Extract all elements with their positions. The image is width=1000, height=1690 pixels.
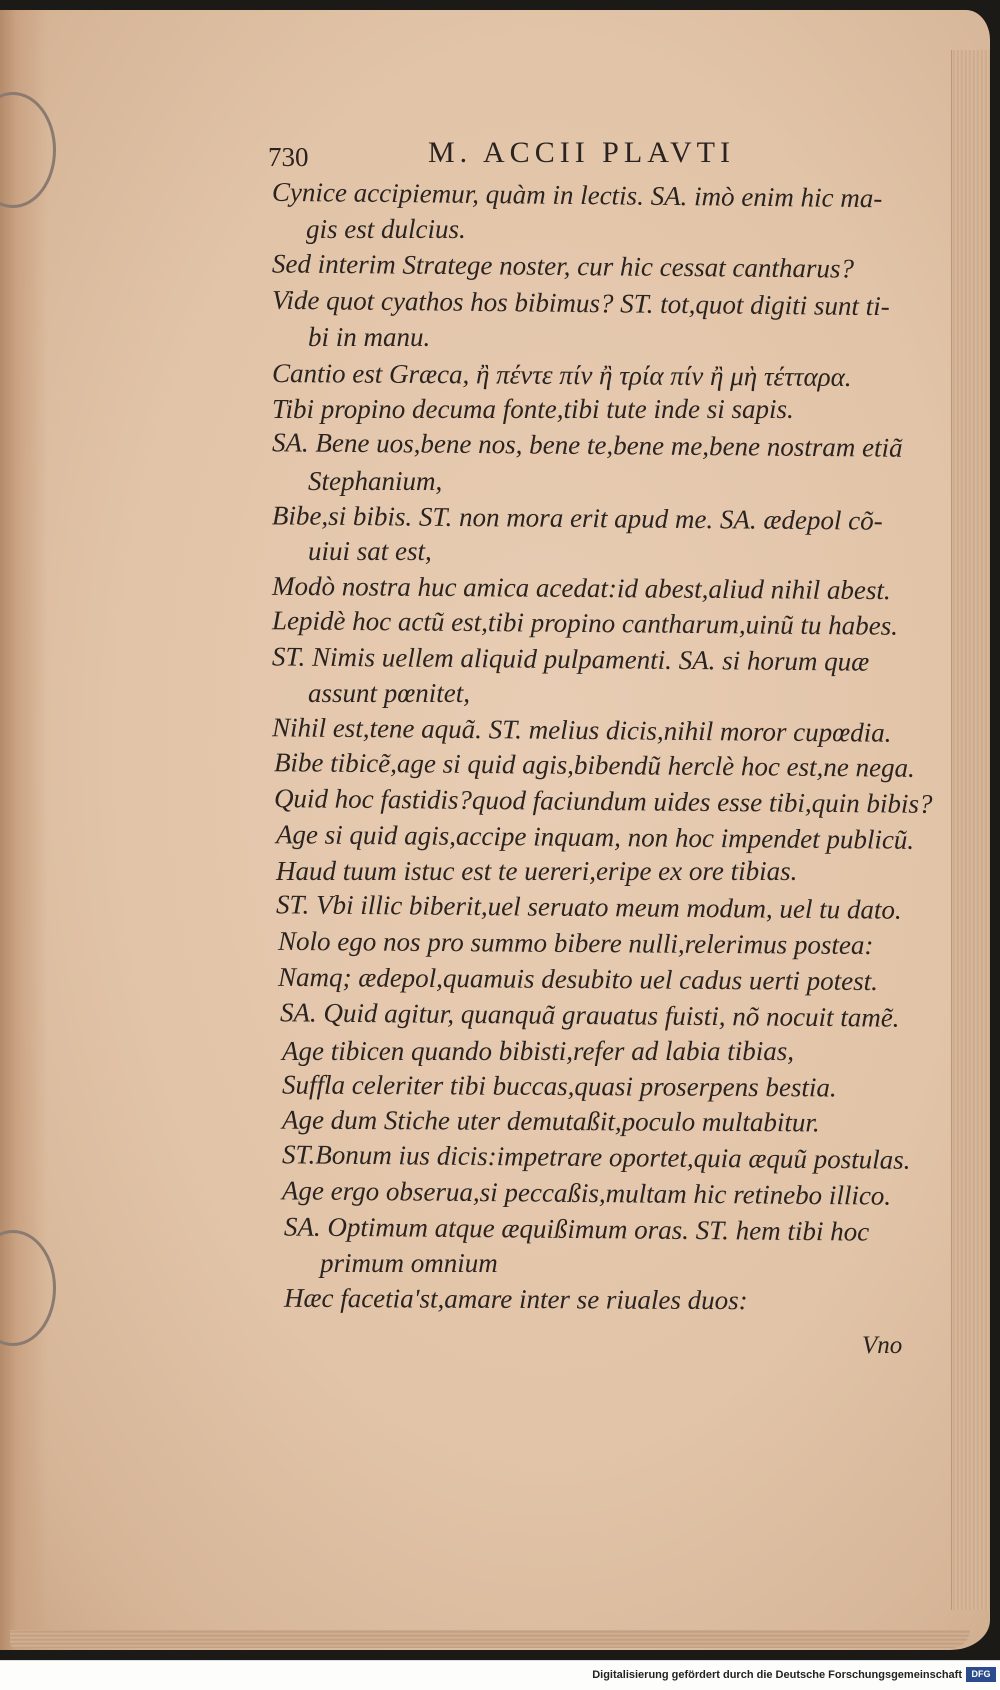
text-line: Age tibicen quando bibisti,refer ad labia tibias, <box>282 1036 794 1066</box>
text-line: ST. Nimis uellem aliquid pulpamenti. SA. si horum quæ <box>271 641 870 677</box>
text-line: Cantio est Græca, ἢ πέντε πίν ἢ τρία πίν ἢ μὴ τέτταρα. <box>271 357 852 393</box>
text-line: Sed interim Stratege noster, cur hic cessat cantharus? <box>271 248 855 284</box>
text-line: SA. Optimum atque æquißimum oras. ST. hem tibi hoc <box>283 1211 870 1247</box>
text-line: SA. Bene uos,bene nos, bene te,bene me,bene nostram etiã <box>271 427 903 463</box>
footer-bar <box>0 1660 1000 1690</box>
text-line: primum omnium <box>320 1248 498 1278</box>
text-line: Age ergo obserua,si peccaßis,multam hic retinebo illico. <box>281 1175 892 1211</box>
text-line: Hæc facetia'st,amare inter se riuales duos: <box>283 1282 748 1316</box>
text-line: gis est dulcius. <box>306 214 466 244</box>
text-line: Nihil est,tene aquã. ST. melius dicis,nihil moror cupœdia. <box>271 712 892 748</box>
text-line: Haud tuum istuc est te uereri,eripe ex ore tibias. <box>276 856 798 886</box>
text-line: Modò nostra huc amica acedat:id abest,aliud nihil abest. <box>271 570 891 606</box>
text-line: Nolo ego nos pro summo bibere nulli,relerimus postea: <box>277 925 874 961</box>
text-line: Bibe,si bibis. ST. non mora erit apud me. SA. ædepol cõ- <box>271 500 883 536</box>
text-line: Tibi propino decuma fonte,tibi tute inde si sapis. <box>272 394 794 424</box>
funding-credit: Digitalisierung gefördert durch die Deutsche Forschungsgemeinschaft <box>592 1669 962 1681</box>
text-line: assunt pœnitet, <box>308 678 471 708</box>
running-title: M. ACCII PLAVTI <box>428 136 735 169</box>
text-line: ST. Vbi illic biberit,uel seruato meum modum, uel tu dato. <box>275 889 902 925</box>
text-line: Bibe tibicẽ,age si quid agis,bibendũ herclè hoc est,ne nega. <box>273 747 915 783</box>
text-line: Lepidè hoc actũ est,tibi propino cantharum,uinũ tu habes. <box>271 605 899 641</box>
book-page <box>0 10 990 1650</box>
text-line: Namq; ædepol,quamuis desubito uel cadus uerti potest. <box>277 961 879 997</box>
text-line: Stephanium, <box>308 466 443 496</box>
text-line: Sufflа celeriter tibi buccas,quasi proserpens bestia. <box>281 1069 837 1103</box>
text-line: ST.Bonum ius dicis:impetrare oportet,quia æquũ postulas. <box>281 1139 911 1175</box>
text-line: Vide quot cyathos hos bibimus? ST. tot,quot digiti sunt ti- <box>271 284 890 322</box>
page-number: 730 <box>268 142 309 172</box>
dfg-logo: DFG <box>966 1667 996 1682</box>
text-line: Quid hoc fastidis?quod faciundum uides esse tibi,quin bibis? <box>273 783 933 819</box>
text-line: Age si quid agis,accipe inquam, non hoc impendet publicũ. <box>275 819 915 855</box>
text-line: SA. Quid agitur, quanquã grauatus fuisti, nõ nocuit tamẽ. <box>279 997 900 1033</box>
printed-text <box>0 10 990 1650</box>
text-line: Cynice accipiemur, quàm in lectis. SA. imò enim hic ma- <box>271 176 883 214</box>
text-line: Age dum Stiche uter demutaßit,poculo multabitur. <box>281 1104 820 1138</box>
text-line: bi in manu. <box>308 322 431 352</box>
catchword: Vno <box>862 1332 903 1359</box>
text-line: uiui sat est, <box>308 536 432 566</box>
